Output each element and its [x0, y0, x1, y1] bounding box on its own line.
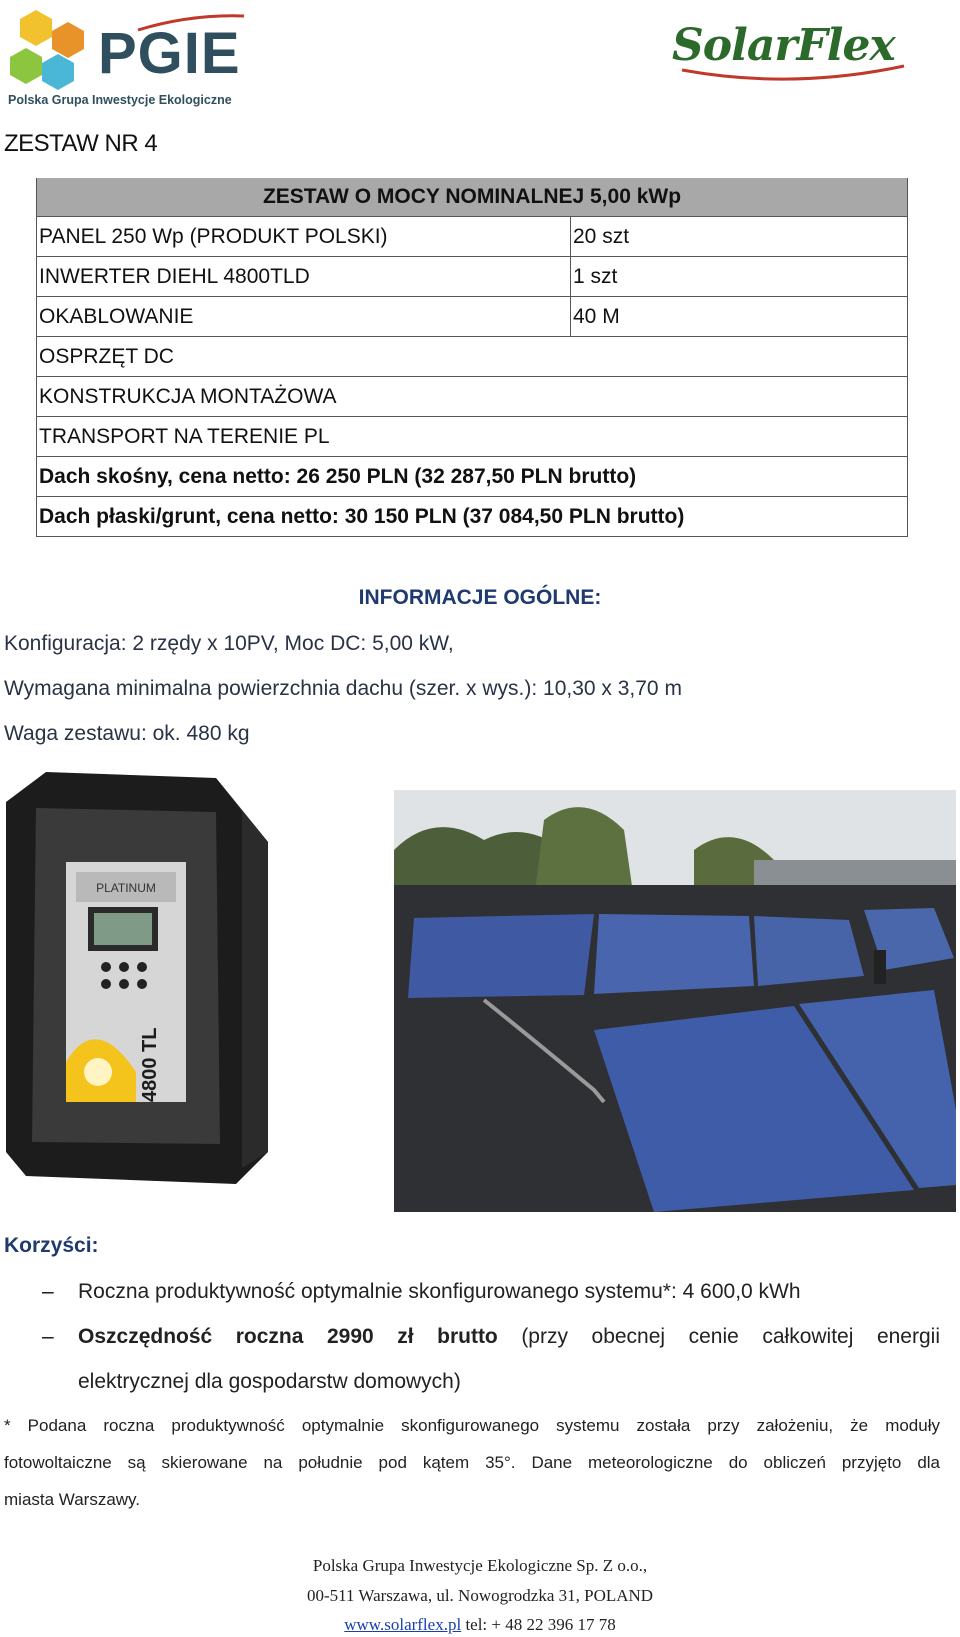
spec-table — [36, 178, 908, 537]
benefit-savings-bold: Oszczędność roczna 2990 zł brutto — [78, 1325, 498, 1348]
footer-website-link[interactable]: www.solarflex.pl — [344, 1615, 462, 1634]
price-row — [37, 457, 908, 497]
table-row — [37, 297, 908, 337]
inverter-image — [6, 772, 268, 1184]
spec-item: OKABLOWANIE — [37, 297, 571, 337]
solarflex-logo-text: SolarFlex — [672, 20, 895, 71]
set-title: ZESTAW NR 4 — [4, 130, 158, 157]
info-min-roof-area: Wymagana minimalna powierzchnia dachu (szer. x wys.): 10,30 x 3,70 m — [4, 677, 682, 700]
table-row — [37, 257, 908, 297]
solarflex-logo — [672, 20, 912, 80]
table-row — [37, 337, 908, 377]
spec-item: OSPRZĘT DC — [37, 337, 908, 377]
footnote-line: miasta Warszawy. — [4, 1490, 141, 1509]
pgie-logo — [6, 8, 246, 108]
footnote-line: fotowoltaiczne są skierowane na południe pod kątem 35°. Dane meteorologiczne do obliczeń przyjęto dla — [4, 1453, 940, 1472]
spec-item: PANEL 250 Wp (PRODUKT POLSKI) — [37, 217, 571, 257]
table-row — [37, 217, 908, 257]
spec-qty: 1 szt — [571, 257, 908, 297]
table-row — [37, 417, 908, 457]
benefits-title: Korzyści: — [4, 1234, 99, 1257]
pgie-logo-text: PGIE — [98, 21, 241, 86]
spec-qty: 40 M — [571, 297, 908, 337]
inverter-brand-label: PLATINUM — [96, 881, 156, 895]
bullet-dash-icon: – — [42, 1325, 54, 1348]
footnote-line: * Podana roczna produktywność optymalnie skonfigurowanego systemu została przy założeniu, że moduły — [4, 1416, 940, 1435]
benefit-savings-line2: elektrycznej dla gospodarstw domowych) — [78, 1370, 461, 1393]
table-row — [37, 377, 908, 417]
spec-item: INWERTER DIEHL 4800TLD — [37, 257, 571, 297]
footer-address: 00-511 Warszawa, ul. Nowogrodzka 31, POLAND — [306, 1586, 654, 1605]
pgie-logo-subtitle: Polska Grupa Inwestycje Ekologiczne — [8, 93, 232, 107]
benefit-savings-rest: (przy obecnej cenie całkowitej energii — [521, 1325, 940, 1348]
spec-qty: 20 szt — [571, 217, 908, 257]
footer-company: Polska Grupa Inwestycje Ekologiczne Sp. Z o.o., — [312, 1556, 648, 1575]
price-flat-roof: Dach płaski/grunt, cena netto: 30 150 PLN (37 084,50 PLN brutto) — [37, 497, 908, 537]
general-info-title: INFORMACJE OGÓLNE: — [358, 586, 602, 609]
solarflex-swoosh-icon — [672, 64, 912, 90]
spec-item: TRANSPORT NA TERENIE PL — [37, 417, 908, 457]
bullet-dash-icon: – — [42, 1280, 54, 1303]
benefit-annual-production: Roczna produktywność optymalnie skonfigurowanego systemu*: 4 600,0 kWh — [78, 1280, 801, 1303]
price-pitched-roof: Dach skośny, cena netto: 26 250 PLN (32 287,50 PLN brutto) — [37, 457, 908, 497]
benefit-annual-savings — [78, 1325, 940, 1349]
info-configuration: Konfiguracja: 2 rzędy x 10PV, Moc DC: 5,00 kW, — [4, 632, 454, 655]
inverter-model-label: 4800 TL — [139, 1027, 161, 1102]
price-row — [37, 497, 908, 537]
spec-table-header-row — [37, 178, 908, 217]
spec-item: KONSTRUKCJA MONTAŻOWA — [37, 377, 908, 417]
spec-table-header: ZESTAW O MOCY NOMINALNEJ 5,00 kWp — [37, 178, 908, 217]
rooftop-solar-image — [394, 790, 956, 1212]
footer-phone: tel: + 48 22 396 17 78 — [461, 1615, 616, 1634]
footer-contact — [0, 1615, 960, 1635]
hexagon-logo-icon — [6, 8, 96, 92]
info-weight: Waga zestawu: ok. 480 kg — [4, 722, 250, 745]
